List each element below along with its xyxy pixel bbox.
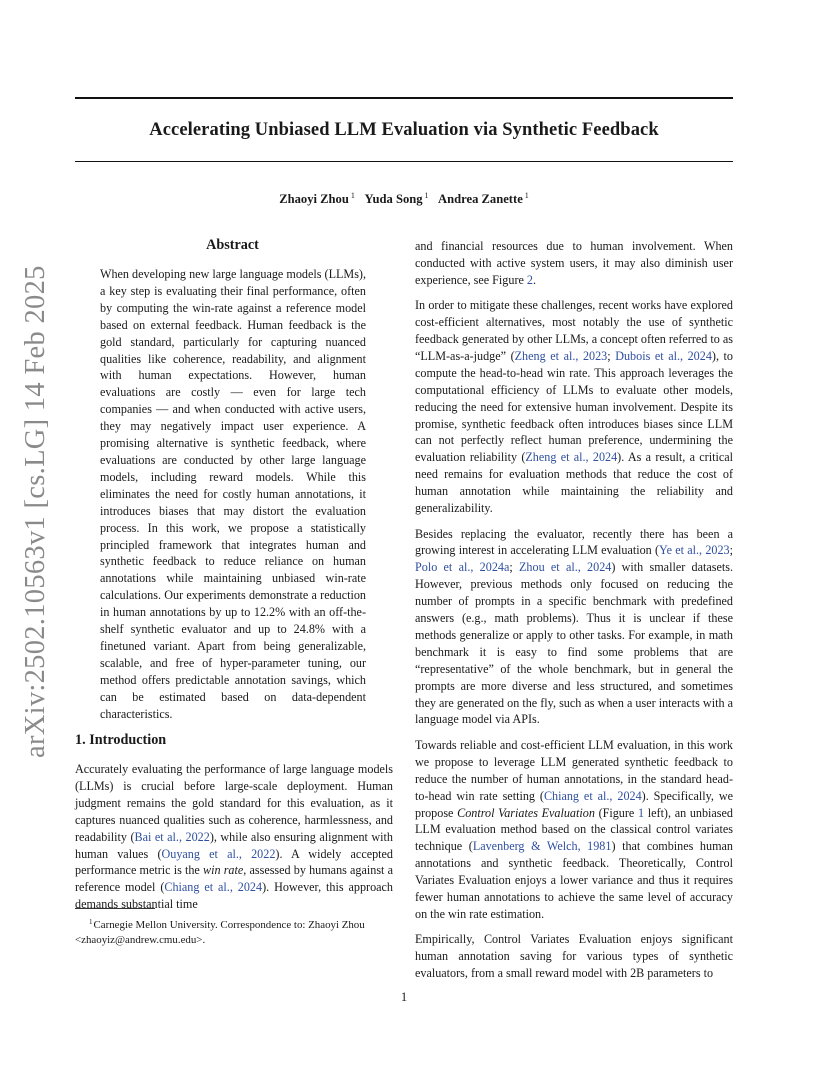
- text-run: ) with smaller datasets. However, previous methods only focused on reducing the number of prompts in a specific benchmark with predefined answers (e.g., math problems). Thus it is unclear if these methods generalize or apply to other tasks. For example, in math benchmark it is easy to find some problems that are “representative” of the whole benchmark, but in general the prompts are more diverse and less structured, and sometimes they are generated on the fly, such as when a user interacts with a language model via APIs.: [415, 560, 733, 727]
- text-run: ;: [729, 543, 733, 558]
- text-run: ;: [607, 348, 616, 363]
- author: [279, 192, 362, 206]
- citation-link[interactable]: 2: [526, 272, 533, 287]
- text-run: ). Specifically, we propose: [415, 788, 733, 820]
- text-run: , assessed by humans against a reference model (: [75, 863, 393, 895]
- title-bottom-rule: [75, 161, 733, 162]
- text-run: .: [533, 272, 537, 287]
- text-run: ;: [509, 560, 520, 575]
- citation-link[interactable]: Zheng et al., 2023: [514, 348, 608, 363]
- author-affiliation-marker: 1: [524, 191, 529, 200]
- text-run: left), an unbiased LLM evaluation method based on the classical control variates technique (: [415, 805, 733, 854]
- emphasis-text: win rate: [202, 863, 244, 878]
- footnote-text: Carnegie Mellon University. Correspondence to: Zhaoyi Zhou <zhaoyiz@andrew.cmu.edu>.: [75, 919, 365, 946]
- author: [365, 192, 436, 206]
- footnote-divider: [75, 908, 155, 909]
- body-paragraph: [415, 737, 733, 923]
- right-column: [415, 238, 733, 991]
- text-run: Empirically, Control Variates Evaluation enjoys significant human annotation saving for various types of synthetic evaluators, from a small reward model with 2B parameters to: [415, 932, 733, 981]
- text-run: Accurately evaluating the performance of large language models (LLMs) is crucial before large-scale deployment. Human judgment remains the gold standard for this evaluation, as it captures nuanced qualities such as coherence, harmlessness, and readability (: [75, 762, 393, 844]
- citation-link[interactable]: 1: [638, 805, 645, 820]
- citation-link[interactable]: Chiang et al., 2024: [164, 880, 263, 895]
- title-top-rule: [75, 97, 733, 99]
- arxiv-identifier-stamp: arXiv:2502.10563v1 [cs.LG] 14 Feb 2025: [20, 265, 51, 758]
- citation-link[interactable]: Zheng et al., 2024: [525, 450, 618, 465]
- author-affiliation-marker: 1: [350, 191, 355, 200]
- author-list: [75, 191, 733, 207]
- citation-link[interactable]: Zhou et al., 2024: [519, 560, 612, 575]
- author: [438, 192, 529, 206]
- citation-link[interactable]: Ouyang et al., 2022: [161, 846, 276, 861]
- text-run: (Figure: [594, 805, 638, 820]
- citation-link[interactable]: Ye et al., 2023: [659, 543, 730, 558]
- text-run: Towards reliable and cost-efficient LLM evaluation, in this work we propose to leverage LLM generated synthetic feedback to reduce the number of human annotations, in the standard head-to-head win rate setting (: [415, 737, 733, 803]
- text-run: ). However, this approach demands substantial time: [75, 880, 393, 912]
- text-run: ) that combines human annotations and synthetic feedback. Theoretically, Control Variates Evaluation enjoys a lower variance and thus it requires fewer human annotations to achieve the same level of accuracy on the win rate estimation.: [415, 839, 733, 921]
- citation-link[interactable]: Dubois et al., 2024: [615, 348, 712, 363]
- footnote-marker: 1: [89, 918, 93, 926]
- text-run: ). A widely accepted performance metric is the: [75, 846, 393, 878]
- citation-link[interactable]: Bai et al., 2022: [134, 829, 210, 844]
- page-number: 1: [400, 990, 408, 1004]
- footnote: [75, 915, 393, 948]
- citation-link[interactable]: Lavenberg & Welch, 1981: [472, 839, 612, 854]
- author-name: Zhaoyi Zhou: [279, 192, 349, 206]
- text-run: ). As a result, a critical need remains for evaluation methods that reduce the cost of human annotation while maintaining the reliability and generalizability.: [415, 450, 733, 516]
- author-name: Andrea Zanette: [438, 192, 523, 206]
- text-run: ), to compute the head-to-head win rate. This approach leverages the computational efficiency of LLMs to evaluate other models, reducing the need for extensive human involvement. Despite its promise, synthetic feedback often introduces biases since LLM can not perfectly reflect human preference, undermining the evaluation reliability (: [415, 348, 734, 465]
- body-paragraph: [415, 931, 733, 982]
- citation-link[interactable]: Polo et al., 2024a: [415, 560, 510, 575]
- citation-link[interactable]: Chiang et al., 2024: [543, 788, 642, 803]
- text-run: and financial resources due to human involvement. When conducted with active system users, it may also diminish user experience, see Figure: [415, 239, 733, 287]
- section-heading-introduction: 1. Introduction: [75, 732, 167, 748]
- emphasis-text: Control Variates Evaluation: [457, 805, 595, 820]
- introduction-paragraph: [75, 761, 393, 913]
- abstract-text: When developing new large language models (LLMs), a key step is evaluating their final performance, often by computing the win-rate against a reference model based on external feedback. Human feedback is the gold standard, particularly for capturing nuanced qualities like coherence, readability, and alignment with human expectations. However, human evaluations are costly — even for large tech companies — and when conducted with active users, they may negatively impact user experience. A promising alternative is synthetic feedback, where evaluations are conducted by other large language models, including reward models. While this eliminates the need for costly human annotations, it introduces biases that may distort the evaluation process. In this work, we propose a statistically principled framework that integrates human and synthetic feedback to reduce reliance on human annotations while maintaining unbiased win-rate calculations. Our experiments demonstrate a reduction in human annotations by up to 12.2% with an off-the-shelf synthetic evaluator and up to 24.8% with a finetuned variant. Apart from being generalizable, scalable, and free of hyper-parameter tuning, our method offers predictable annotation savings, which can be estimated based on data-dependent characteristics.: [100, 267, 366, 721]
- body-paragraph: [415, 238, 733, 289]
- body-paragraph: [415, 297, 733, 517]
- author-name: Yuda Song: [364, 192, 423, 206]
- text-run: In order to mitigate these challenges, recent works have explored cost-efficient alternatives, most notably the use of synthetic feedback generated by other LLMs, a concept often referred to as “LLM-as-a-judge” (: [415, 298, 733, 363]
- text-run: Besides replacing the evaluator, recently there has been a growing interest in accelerating LLM evaluation (: [415, 526, 733, 558]
- abstract-heading: Abstract: [206, 237, 259, 253]
- body-paragraph: [415, 526, 733, 729]
- text-run: ), while also ensuring alignment with human values (: [75, 829, 393, 861]
- author-affiliation-marker: 1: [424, 191, 429, 200]
- paper-title: Accelerating Unbiased LLM Evaluation via Synthetic Feedback: [149, 120, 659, 140]
